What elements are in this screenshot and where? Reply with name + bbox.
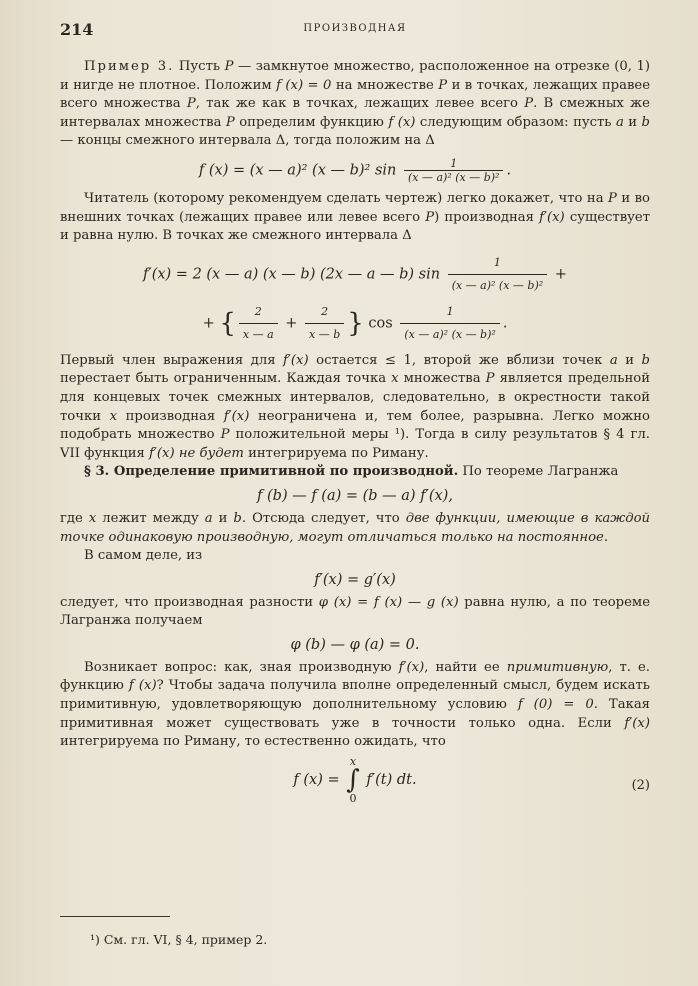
section-3-heading: § 3. Определение примитивной по производной. По теореме Лагранжа xyxy=(84,464,619,480)
formula-derivative xyxy=(60,252,650,346)
footnote-rule xyxy=(60,916,170,917)
footnote: ¹) См. гл. VI, § 4, пример 2. xyxy=(90,932,268,947)
formula-equal-derivatives: f′(x) = g′(x) xyxy=(314,571,396,588)
fraction: $\frac{1}{\text{(x — a)² (x — b)²}}$ xyxy=(404,157,503,184)
running-head: ПРОИЗВОДНАЯ xyxy=(303,23,407,34)
paragraph-reader: Читатель (которому рекомендуем сделать чертеж) легко докажет, что на P и во внешних точках (лежащих правее или левее всего P) производная f′(x) существует и равна нулю. В точках же смежного интервала Δ xyxy=(60,190,650,244)
formula-derivative-line-2: + { $\frac{2}{x — a}$ + $\frac{2}{x — b}$ } cos $\frac{1}{\text{(x — a)² (x — b)²}}$ . xyxy=(60,301,650,346)
page-number: 214 xyxy=(60,20,94,39)
emphasized-word: примитивную xyxy=(506,659,609,675)
equation-number: (2) xyxy=(631,777,650,793)
emphasized-statement: две функции, имеющие в каждой точке одинаковую производную, могут отличаться только на постоянное. xyxy=(60,510,650,545)
paragraph-first-term: Первый член выражения для f′(x) остается ≤ 1, второй же вблизи точек a и b перестает быть ограниченным. Каждая точка x множества P является предельной для концевых точек смежных интервалов, следовательно, в окрестности такой точки x производная f′(x) неограничена и, тем более, разрывна. Легко можно подобрать множество P положительной меры ¹). Тогда в силу результатов § 4 гл. VII функция f′(x) не будет интегрируема по Риману. xyxy=(60,352,650,461)
paragraph-difference: следует, что производная разности φ (x) = f (x) — g (x) равна нулю, а по теореме Лагранжа получаем xyxy=(60,594,650,629)
formula-f-definition: f (x) = (x — a)² (x — b)² sin $\frac{1}{\text{(x — a)² (x — b)²}}$ . xyxy=(198,156,512,184)
paragraph-question: Возникает вопрос: как, зная производную f′(x), найти ее примитивную, т. е. функцию f (x)? Чтобы задача получила вполне определенный смысл, будем искать примитивную, удовлетворяющую дополнительному условию f (0) = 0. Такая примитивная может существовать уже в точности только одна. Если f′(x) интегрируема по Риману, то естественно ожидать, что xyxy=(60,659,651,750)
paragraph-indeed: В самом деле, из xyxy=(84,548,203,564)
section-title: § 3. Определение примитивной по производной. xyxy=(84,464,459,480)
page-body xyxy=(60,58,650,810)
integral-sign: x ∫ 0 xyxy=(346,754,360,805)
paragraph-example-3: Пример 3. Пусть P — замкнутое множество, расположенное на отрезке (0, 1) и нигде не плотное. Положим f (x) = 0 на множестве P и в точках, лежащих правее всего множества P, так же как в точках, лежащих левее всего P. В смежных же интервалах множества P определим функцию f (x) следующим образом: пусть a и b — концы смежного интервала Δ, тогда положим на Δ xyxy=(60,59,651,149)
formula-phi: φ (b) — φ (a) = 0. xyxy=(290,636,420,653)
formula-lagrange: f (b) — f (a) = (b — a) f′(x), xyxy=(257,487,453,504)
formula-derivative-line-1: f′(x) = 2 (x — a) (x — b) (2x — a — b) sin $\frac{1}{\text{(x — a)² (x — b)²}}$ + xyxy=(60,252,650,297)
page-header xyxy=(60,20,650,42)
formula-integral: f (x) = x ∫ 0 f′(t) dt. (2) xyxy=(293,754,650,805)
paragraph-consequence: где x лежит между a и b. Отсюда следует, что две функции, имеющие в каждой точке одинаковую производную, могут отличаться только на постоянное. xyxy=(60,510,650,545)
example-label: Пример 3. xyxy=(84,59,175,74)
